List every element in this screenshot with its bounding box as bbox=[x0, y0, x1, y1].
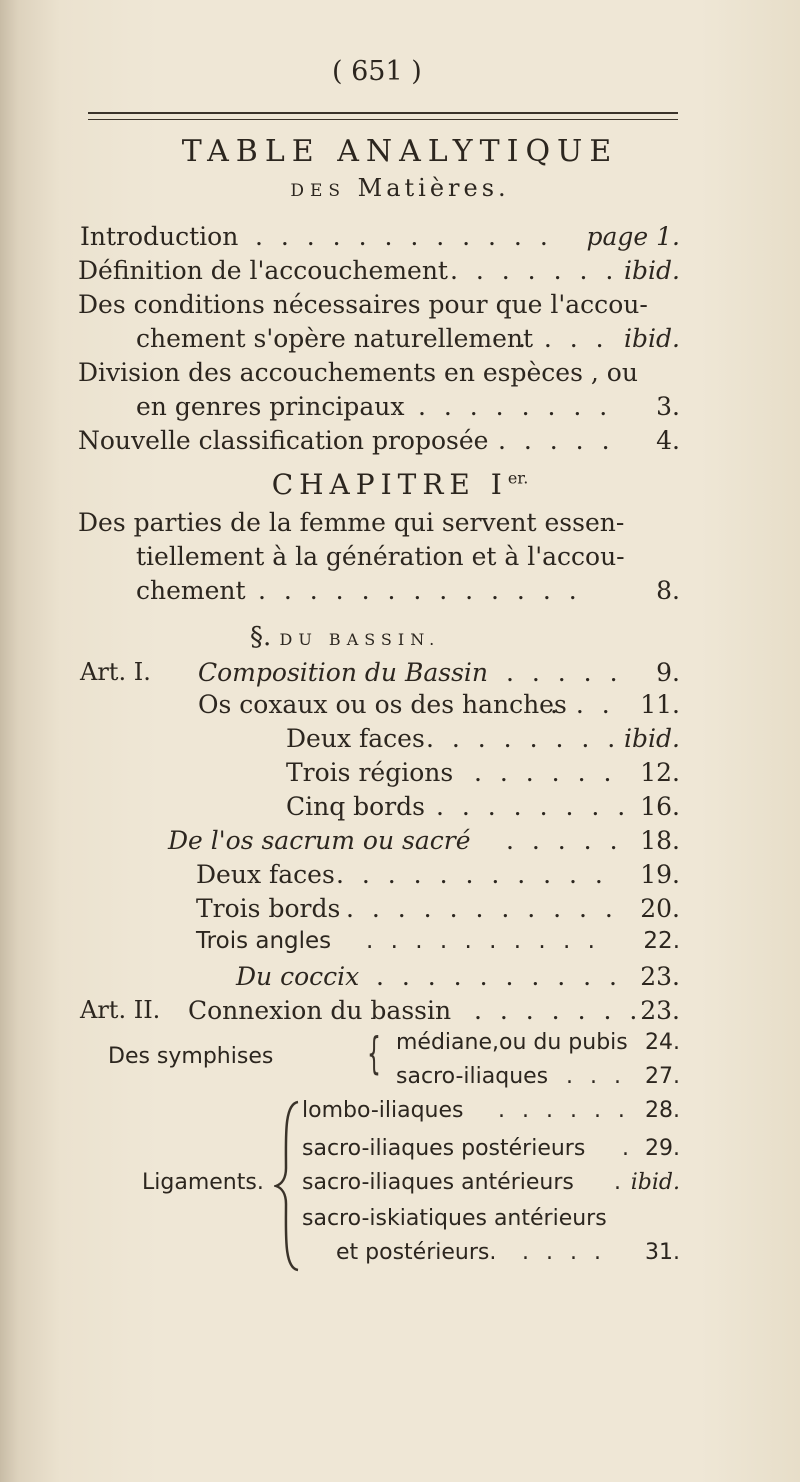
leader-dots: . . . . . . . . . . . . . bbox=[258, 576, 582, 605]
leader-dots: . . . . . . bbox=[498, 1098, 630, 1123]
entry-text: De l'os sacrum ou sacré bbox=[168, 826, 471, 855]
entry-page: 31. bbox=[645, 1240, 680, 1265]
subtitle-des: DES bbox=[290, 181, 346, 201]
entry-text: Des parties de la femme qui servent essen- bbox=[78, 508, 625, 537]
entry-page: ibid. bbox=[630, 1170, 680, 1195]
entry-page: 4. bbox=[656, 426, 680, 455]
chapter-label: CHAPITRE I bbox=[271, 468, 508, 501]
entry-page: ibid. bbox=[624, 724, 680, 753]
leader-dots: . . . . . . bbox=[474, 758, 617, 787]
entry-page: 3. bbox=[656, 392, 680, 421]
toc-entry-parties bbox=[78, 508, 680, 540]
header-rule bbox=[88, 112, 678, 120]
ligaments-brace bbox=[274, 1098, 304, 1274]
toc-entry-sacro-iskiatiques bbox=[302, 1206, 680, 1238]
entry-page: 19. bbox=[640, 860, 680, 889]
toc-entry-sacro-iliaques-posterieurs bbox=[302, 1136, 680, 1168]
article-2-label: Art. II. bbox=[80, 996, 161, 1024]
entry-text: médiane,ou du pubis bbox=[396, 1030, 628, 1055]
leader-dots: . . . . . . . . . . bbox=[366, 928, 600, 954]
entry-text: chement bbox=[136, 576, 246, 605]
entry-text: Division des accouchements en espèces , ou bbox=[78, 358, 638, 387]
leader-dots: . . . . . . . . . . . . bbox=[255, 222, 553, 251]
section-label: DU BASSIN. bbox=[279, 630, 441, 649]
leader-dots: . . . . . bbox=[498, 426, 615, 455]
entry-text: Composition du Bassin bbox=[198, 658, 488, 687]
entry-page: 18. bbox=[640, 826, 680, 855]
entry-text: Introduction bbox=[80, 222, 239, 251]
page-number: ( 651 ) bbox=[332, 56, 422, 87]
toc-entry-os-sacrum bbox=[168, 826, 680, 858]
entry-text: en genres principaux bbox=[136, 392, 405, 421]
entry-text: lombo-iliaques bbox=[302, 1098, 464, 1123]
page-title: TABLE ANALYTIQUE bbox=[181, 134, 619, 169]
entry-text: sacro-iliaques bbox=[396, 1064, 549, 1089]
entry-page: ibid. bbox=[624, 324, 680, 353]
entry-text: Nouvelle classification proposée bbox=[78, 426, 489, 455]
leader-dots: . . . . . . . bbox=[450, 256, 619, 285]
symphises-brace: { bbox=[367, 1028, 381, 1079]
leader-dots: . . . . bbox=[518, 324, 609, 353]
leader-dots: . . . bbox=[566, 1064, 626, 1089]
toc-entry-conditions bbox=[78, 290, 680, 322]
toc-entry-sacrum-faces bbox=[196, 860, 680, 892]
leader-dots: . . . . . bbox=[506, 826, 623, 855]
entry-text: tiellement à la génération et à l'accou- bbox=[136, 542, 625, 571]
toc-entry-sacro-iliaques-anterieurs bbox=[302, 1170, 680, 1202]
entry-text: Trois régions bbox=[286, 758, 454, 787]
subtitle-matieres: Matières. bbox=[357, 174, 510, 202]
chapter-sup: er. bbox=[507, 468, 529, 488]
entry-text: Os coxaux ou os des hanches bbox=[198, 690, 567, 719]
toc-entry-trois-angles bbox=[196, 928, 680, 960]
toc-entry-et-posterieurs bbox=[336, 1240, 680, 1272]
leader-dots: . . . . . . . bbox=[474, 996, 643, 1025]
entry-page: 11. bbox=[640, 690, 680, 719]
leader-dots: . . . . . . . . bbox=[418, 392, 613, 421]
toc-entry-parties-cont bbox=[136, 542, 680, 574]
leader-dots: . . . . . . . . . . bbox=[376, 962, 622, 991]
entry-page: 28. bbox=[645, 1098, 680, 1123]
entry-page: page 1. bbox=[586, 222, 680, 251]
entry-text: Cinq bords bbox=[286, 792, 426, 821]
leader-dots: . . . . bbox=[522, 1240, 606, 1265]
entry-page: 27. bbox=[645, 1064, 680, 1089]
toc-entry-division-cont bbox=[136, 392, 680, 424]
section-mark: §. bbox=[250, 622, 272, 652]
leader-dots: . . . . . bbox=[506, 658, 623, 687]
entry-page: 8. bbox=[656, 576, 680, 605]
entry-text: et postérieurs. bbox=[336, 1240, 497, 1265]
toc-entry-os-coxaux bbox=[198, 690, 680, 722]
entry-text: Connexion du bassin bbox=[188, 996, 452, 1025]
toc-entry-trois-bords bbox=[196, 894, 680, 926]
entry-page: 23. bbox=[640, 962, 680, 991]
entry-text: Trois angles bbox=[196, 928, 332, 954]
entry-text: Deux faces bbox=[286, 724, 425, 753]
entry-text: chement s'opère naturellement bbox=[136, 324, 534, 353]
page-subtitle bbox=[0, 174, 800, 202]
leader-dots: . . . bbox=[550, 690, 615, 719]
leader-dots: . . . . . . . . bbox=[436, 792, 631, 821]
entry-text: Des conditions nécessaires pour que l'accou- bbox=[78, 290, 648, 319]
entry-page: 12. bbox=[640, 758, 680, 787]
entry-text: sacro-iskiatiques antérieurs bbox=[302, 1206, 607, 1231]
entry-page: 24. bbox=[645, 1030, 680, 1055]
toc-entry-trois-regions bbox=[286, 758, 680, 790]
entry-page: 23. bbox=[640, 996, 680, 1025]
toc-entry-coccix bbox=[236, 962, 680, 994]
entry-text: sacro-iliaques postérieurs bbox=[302, 1136, 586, 1161]
entry-text: Du coccix bbox=[236, 962, 360, 991]
leader-dots: . . . . . . . . . . . bbox=[336, 860, 608, 889]
toc-entry-cinq-bords bbox=[286, 792, 680, 824]
leader-dots: . . . . . . . . . . . bbox=[346, 894, 618, 923]
chapter-heading bbox=[0, 468, 800, 501]
toc-entry-parties-end bbox=[136, 576, 680, 608]
entry-page: 22. bbox=[643, 928, 680, 954]
toc-entry-connexion bbox=[188, 996, 680, 1028]
entry-text: Définition de l'accouchement bbox=[78, 256, 448, 285]
entry-text: Trois bords bbox=[196, 894, 341, 923]
entry-page: 16. bbox=[640, 792, 680, 821]
leader-dots: . . . . . . . . bbox=[426, 724, 621, 753]
toc-entry-lombo-iliaques bbox=[302, 1098, 680, 1130]
toc-entry-deux-faces bbox=[286, 724, 680, 756]
entry-page: 29. bbox=[645, 1136, 680, 1161]
entry-page: 9. bbox=[656, 658, 680, 687]
toc-entry-composition bbox=[198, 658, 680, 690]
toc-entry-conditions-cont bbox=[136, 324, 680, 356]
toc-entry-definition bbox=[78, 256, 680, 288]
leader-dots: . bbox=[622, 1136, 634, 1161]
toc-entry-introduction bbox=[80, 222, 680, 254]
entry-text: Deux faces bbox=[196, 860, 335, 889]
toc-entry-symphise-mediane bbox=[396, 1030, 680, 1062]
ligaments-label: Ligaments. bbox=[142, 1170, 264, 1195]
leader-dots: . bbox=[614, 1170, 626, 1195]
article-1-label: Art. I. bbox=[80, 658, 151, 686]
section-heading bbox=[250, 622, 440, 652]
entry-page: ibid. bbox=[624, 256, 680, 285]
toc-entry-classification bbox=[78, 426, 680, 458]
toc-entry-symphise-sacro-iliaques bbox=[396, 1064, 680, 1096]
entry-text: sacro-iliaques antérieurs bbox=[302, 1170, 574, 1195]
symphises-label: Des symphises bbox=[108, 1044, 274, 1069]
toc-entry-division bbox=[78, 358, 680, 390]
entry-page: 20. bbox=[640, 894, 680, 923]
